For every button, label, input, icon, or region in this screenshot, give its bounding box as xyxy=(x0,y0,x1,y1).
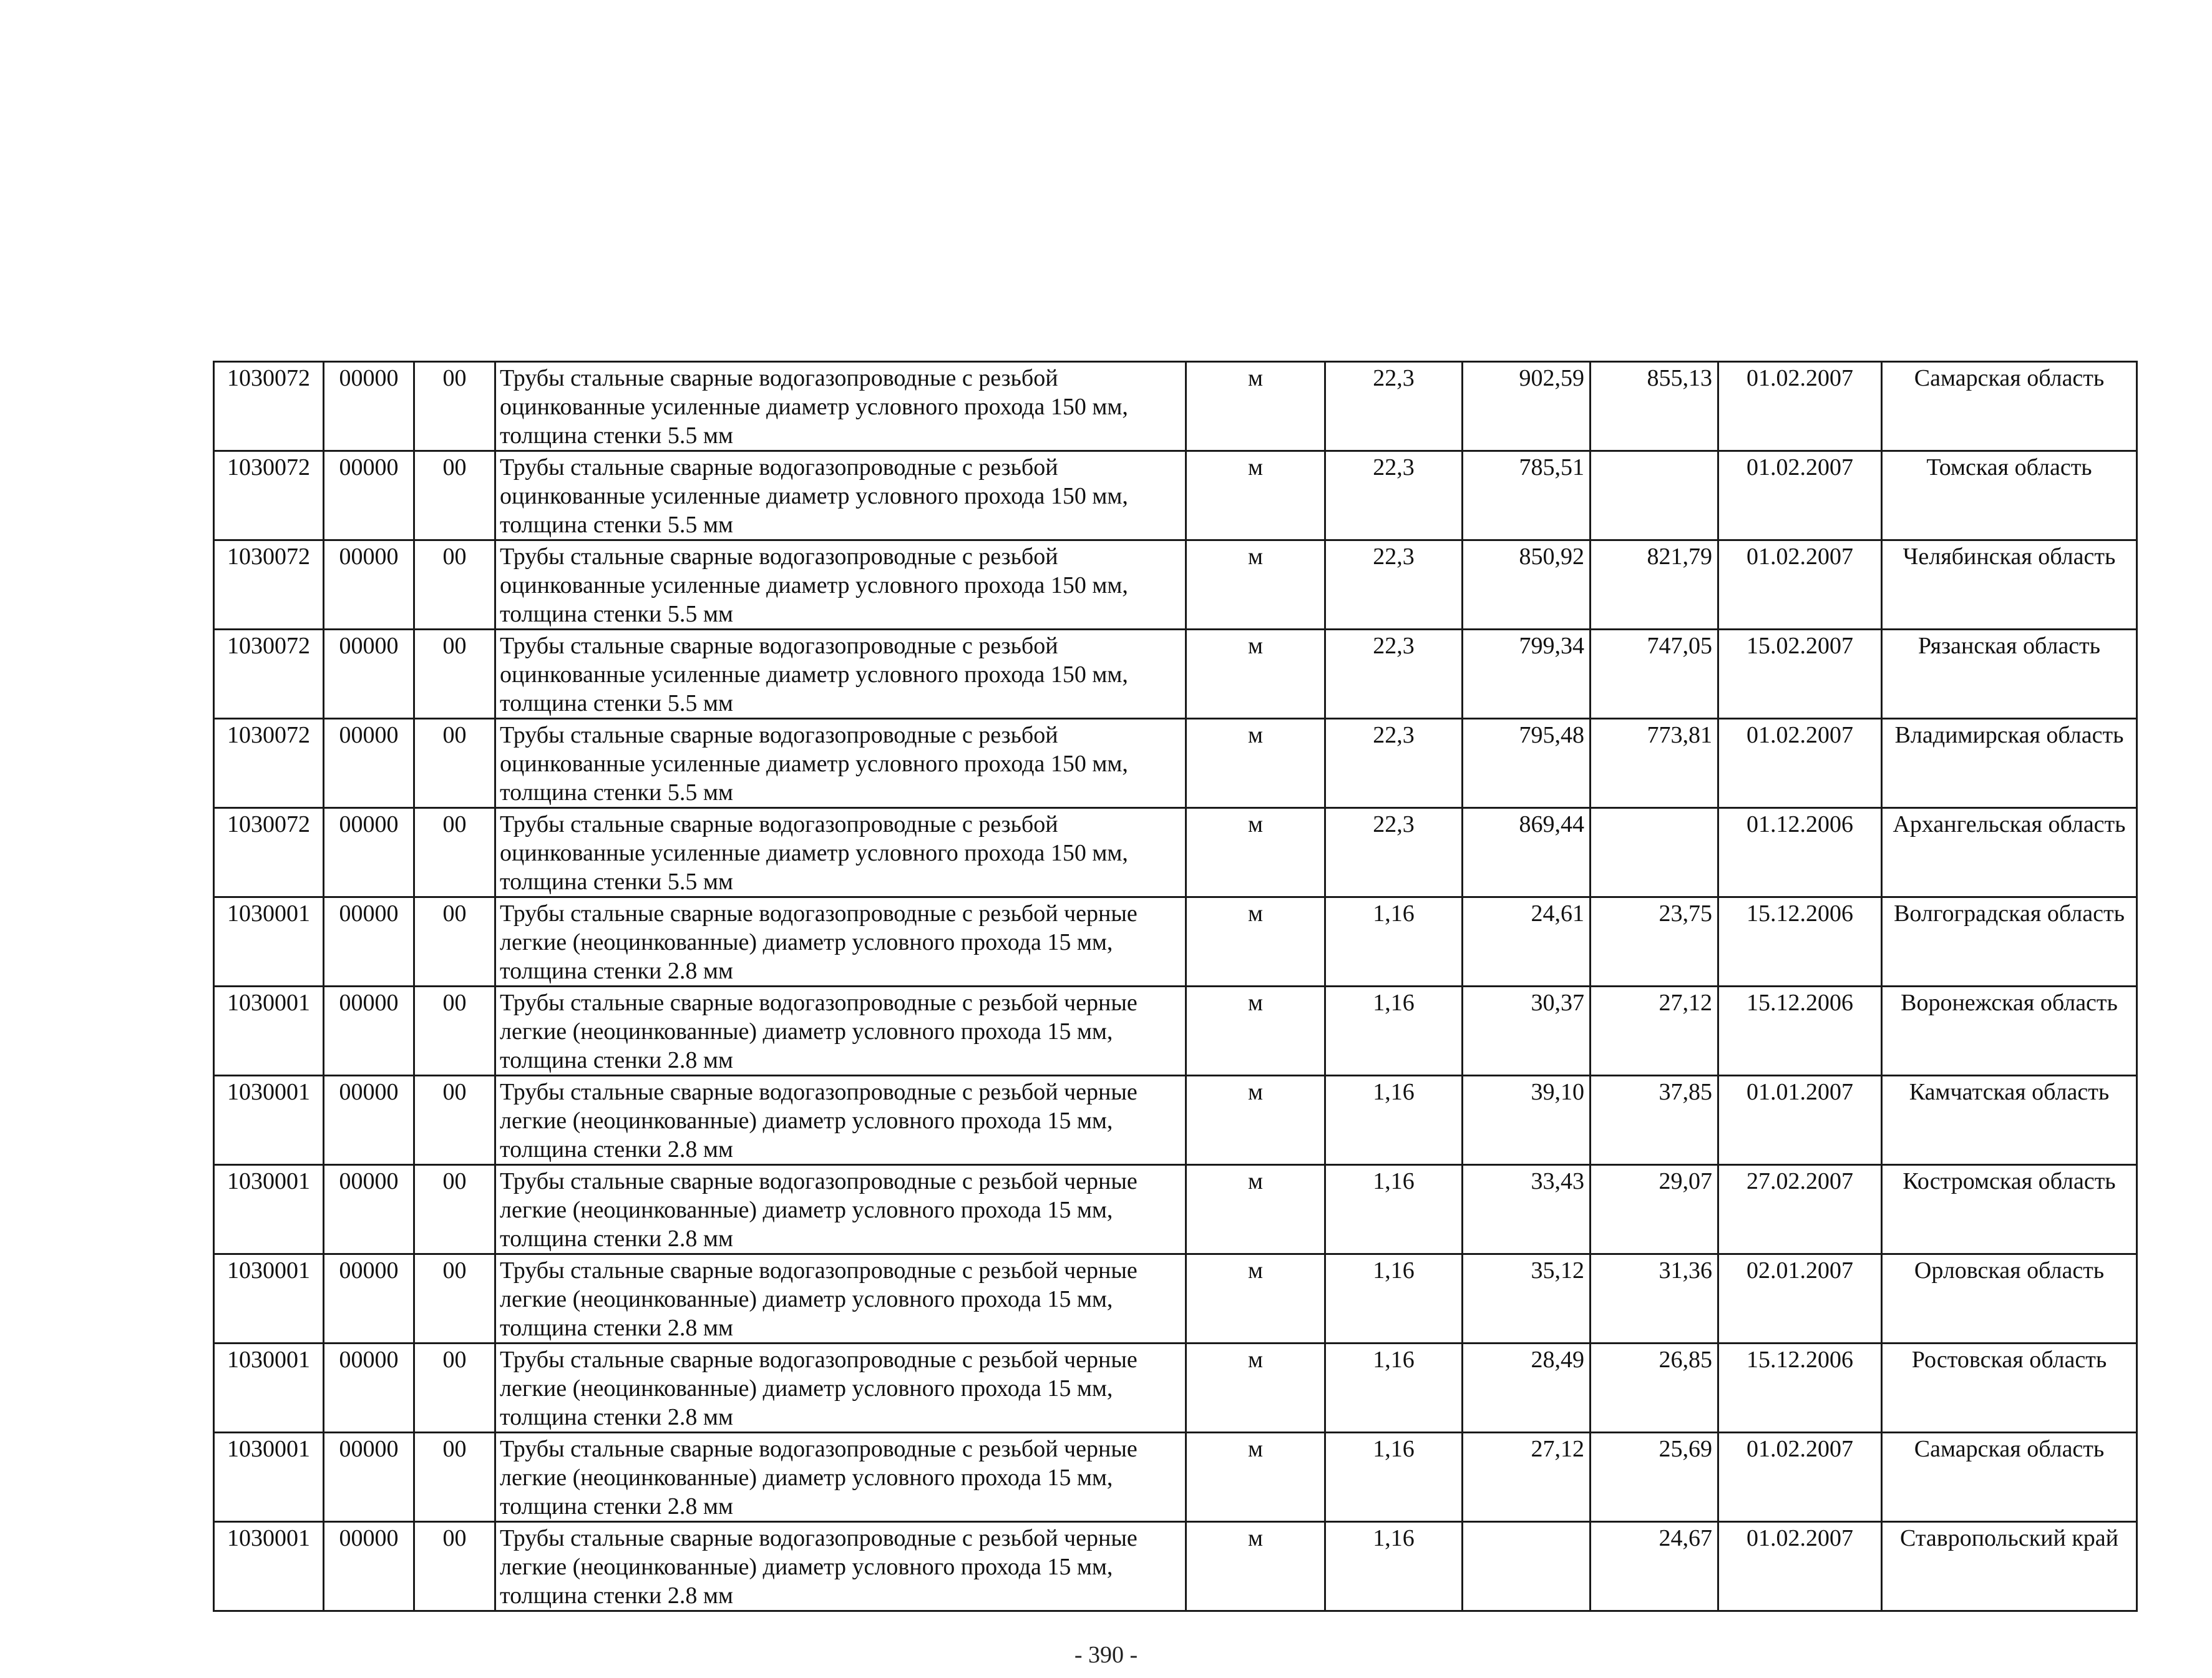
cell-description: Трубы стальные сварные водогазопроводные с резьбой оцинкованные усиленные диаметр условного прохода 150 мм, толщина стенки 5.5 мм xyxy=(495,719,1186,808)
cell-quantity: 1,16 xyxy=(1325,1254,1463,1344)
cell-quantity: 1,16 xyxy=(1325,897,1463,987)
cell-region: Волгоградская область xyxy=(1882,897,2137,987)
table-row xyxy=(214,362,2137,451)
cell-region: Камчатская область xyxy=(1882,1076,2137,1165)
cell-price-2: 26,85 xyxy=(1591,1344,1718,1433)
cell-version: 00 xyxy=(414,1076,495,1165)
cell-quantity: 22,3 xyxy=(1325,808,1463,897)
cell-unit: м xyxy=(1186,1254,1325,1344)
cell-code: 1030001 xyxy=(214,1344,324,1433)
cell-code: 1030072 xyxy=(214,719,324,808)
table-row xyxy=(214,1254,2137,1344)
cell-quantity: 1,16 xyxy=(1325,1076,1463,1165)
cell-quantity: 22,3 xyxy=(1325,540,1463,630)
cell-description: Трубы стальные сварные водогазопроводные с резьбой оцинкованные усиленные диаметр условного прохода 150 мм, толщина стенки 5.5 мм xyxy=(495,540,1186,630)
cell-code: 1030072 xyxy=(214,808,324,897)
cell-unit: м xyxy=(1186,1344,1325,1433)
cell-version: 00 xyxy=(414,362,495,451)
cell-date: 01.02.2007 xyxy=(1718,451,1882,540)
cell-date: 01.02.2007 xyxy=(1718,1522,1882,1611)
cell-price-2: 25,69 xyxy=(1591,1433,1718,1522)
cell-date: 27.02.2007 xyxy=(1718,1165,1882,1254)
cell-version: 00 xyxy=(414,1254,495,1344)
cell-version: 00 xyxy=(414,987,495,1076)
cell-description: Трубы стальные сварные водогазопроводные с резьбой оцинкованные усиленные диаметр условного прохода 150 мм, толщина стенки 5.5 мм xyxy=(495,630,1186,719)
cell-version: 00 xyxy=(414,540,495,630)
cell-region: Владимирская область xyxy=(1882,719,2137,808)
cell-region: Воронежская область xyxy=(1882,987,2137,1076)
cell-subcode: 00000 xyxy=(324,1433,414,1522)
cell-unit: м xyxy=(1186,1522,1325,1611)
table-row xyxy=(214,1076,2137,1165)
cell-subcode: 00000 xyxy=(324,362,414,451)
table-row xyxy=(214,1433,2137,1522)
cell-quantity: 22,3 xyxy=(1325,719,1463,808)
table-body xyxy=(214,362,2137,1611)
cell-price-1: 902,59 xyxy=(1463,362,1591,451)
cell-description: Трубы стальные сварные водогазопроводные с резьбой черные легкие (неоцинкованные) диаметр условного прохода 15 мм, толщина стенки 2.8 мм xyxy=(495,1076,1186,1165)
cell-price-1: 28,49 xyxy=(1463,1344,1591,1433)
cell-version: 00 xyxy=(414,719,495,808)
cell-region: Ростовская область xyxy=(1882,1344,2137,1433)
cell-subcode: 00000 xyxy=(324,1165,414,1254)
cell-price-1: 869,44 xyxy=(1463,808,1591,897)
cell-subcode: 00000 xyxy=(324,540,414,630)
cell-subcode: 00000 xyxy=(324,719,414,808)
cell-unit: м xyxy=(1186,897,1325,987)
cell-unit: м xyxy=(1186,719,1325,808)
cell-code: 1030001 xyxy=(214,1522,324,1611)
cell-quantity: 1,16 xyxy=(1325,1344,1463,1433)
cell-description: Трубы стальные сварные водогазопроводные с резьбой черные легкие (неоцинкованные) диаметр условного прохода 15 мм, толщина стенки 2.8 мм xyxy=(495,1433,1186,1522)
cell-subcode: 00000 xyxy=(324,1076,414,1165)
cell-region: Орловская область xyxy=(1882,1254,2137,1344)
cell-region: Ставропольский край xyxy=(1882,1522,2137,1611)
table-row xyxy=(214,719,2137,808)
cell-region: Архангельская область xyxy=(1882,808,2137,897)
cell-code: 1030001 xyxy=(214,897,324,987)
cell-region: Челябинская область xyxy=(1882,540,2137,630)
cell-version: 00 xyxy=(414,630,495,719)
table-row xyxy=(214,451,2137,540)
cell-price-2: 821,79 xyxy=(1591,540,1718,630)
cell-date: 01.02.2007 xyxy=(1718,719,1882,808)
cell-date: 15.12.2006 xyxy=(1718,897,1882,987)
cell-code: 1030072 xyxy=(214,362,324,451)
cell-price-2: 31,36 xyxy=(1591,1254,1718,1344)
cell-unit: м xyxy=(1186,540,1325,630)
cell-code: 1030001 xyxy=(214,1076,324,1165)
cell-price-2: 29,07 xyxy=(1591,1165,1718,1254)
cell-region: Самарская область xyxy=(1882,362,2137,451)
cell-subcode: 00000 xyxy=(324,808,414,897)
cell-price-1: 39,10 xyxy=(1463,1076,1591,1165)
cell-price-2: 747,05 xyxy=(1591,630,1718,719)
table-row xyxy=(214,1165,2137,1254)
cell-quantity: 1,16 xyxy=(1325,1165,1463,1254)
cell-version: 00 xyxy=(414,1165,495,1254)
cell-date: 01.12.2006 xyxy=(1718,808,1882,897)
cell-region: Рязанская область xyxy=(1882,630,2137,719)
cell-subcode: 00000 xyxy=(324,451,414,540)
cell-description: Трубы стальные сварные водогазопроводные с резьбой оцинкованные усиленные диаметр условного прохода 150 мм, толщина стенки 5.5 мм xyxy=(495,808,1186,897)
cell-unit: м xyxy=(1186,808,1325,897)
table-row xyxy=(214,1522,2137,1611)
cell-date: 02.01.2007 xyxy=(1718,1254,1882,1344)
cell-region: Самарская область xyxy=(1882,1433,2137,1522)
cell-code: 1030001 xyxy=(214,987,324,1076)
cell-price-1: 30,37 xyxy=(1463,987,1591,1076)
cell-description: Трубы стальные сварные водогазопроводные с резьбой черные легкие (неоцинкованные) диаметр условного прохода 15 мм, толщина стенки 2.8 мм xyxy=(495,1165,1186,1254)
cell-price-1: 785,51 xyxy=(1463,451,1591,540)
cell-quantity: 1,16 xyxy=(1325,1433,1463,1522)
cell-price-1: 795,48 xyxy=(1463,719,1591,808)
cell-code: 1030001 xyxy=(214,1165,324,1254)
cell-version: 00 xyxy=(414,1433,495,1522)
cell-version: 00 xyxy=(414,451,495,540)
cell-date: 01.02.2007 xyxy=(1718,362,1882,451)
cell-unit: м xyxy=(1186,1076,1325,1165)
cell-date: 01.01.2007 xyxy=(1718,1076,1882,1165)
cell-date: 01.02.2007 xyxy=(1718,1433,1882,1522)
table-row xyxy=(214,987,2137,1076)
cell-unit: м xyxy=(1186,451,1325,540)
cell-quantity: 22,3 xyxy=(1325,630,1463,719)
cell-price-2: 23,75 xyxy=(1591,897,1718,987)
table-row xyxy=(214,808,2137,897)
cell-unit: м xyxy=(1186,1433,1325,1522)
cell-subcode: 00000 xyxy=(324,987,414,1076)
cell-price-2: 27,12 xyxy=(1591,987,1718,1076)
cell-quantity: 22,3 xyxy=(1325,362,1463,451)
cell-subcode: 00000 xyxy=(324,1344,414,1433)
cell-description: Трубы стальные сварные водогазопроводные с резьбой оцинкованные усиленные диаметр условного прохода 150 мм, толщина стенки 5.5 мм xyxy=(495,451,1186,540)
cell-quantity: 1,16 xyxy=(1325,987,1463,1076)
page-number: - 390 - xyxy=(1074,1642,1138,1668)
cell-description: Трубы стальные сварные водогазопроводные с резьбой черные легкие (неоцинкованные) диаметр условного прохода 15 мм, толщина стенки 2.8 мм xyxy=(495,1254,1186,1344)
cell-price-1: 27,12 xyxy=(1463,1433,1591,1522)
cell-price-2: 855,13 xyxy=(1591,362,1718,451)
cell-region: Томская область xyxy=(1882,451,2137,540)
cell-subcode: 00000 xyxy=(324,630,414,719)
cell-subcode: 00000 xyxy=(324,897,414,987)
cell-price-1: 35,12 xyxy=(1463,1254,1591,1344)
cell-subcode: 00000 xyxy=(324,1254,414,1344)
cell-price-2: 37,85 xyxy=(1591,1076,1718,1165)
cell-date: 15.12.2006 xyxy=(1718,1344,1882,1433)
table-row xyxy=(214,630,2137,719)
cell-version: 00 xyxy=(414,808,495,897)
cell-price-1: 33,43 xyxy=(1463,1165,1591,1254)
cell-unit: м xyxy=(1186,987,1325,1076)
cell-code: 1030072 xyxy=(214,630,324,719)
cell-code: 1030072 xyxy=(214,540,324,630)
cell-version: 00 xyxy=(414,1344,495,1433)
cell-description: Трубы стальные сварные водогазопроводные с резьбой черные легкие (неоцинкованные) диаметр условного прохода 15 мм, толщина стенки 2.8 мм xyxy=(495,1522,1186,1611)
cell-subcode: 00000 xyxy=(324,1522,414,1611)
cell-price-1 xyxy=(1463,1522,1591,1611)
cell-region: Костромская область xyxy=(1882,1165,2137,1254)
cell-version: 00 xyxy=(414,1522,495,1611)
cell-date: 15.02.2007 xyxy=(1718,630,1882,719)
cell-price-2: 24,67 xyxy=(1591,1522,1718,1611)
price-table xyxy=(213,361,2138,1612)
cell-description: Трубы стальные сварные водогазопроводные с резьбой черные легкие (неоцинкованные) диаметр условного прохода 15 мм, толщина стенки 2.8 мм xyxy=(495,1344,1186,1433)
cell-code: 1030001 xyxy=(214,1254,324,1344)
cell-quantity: 1,16 xyxy=(1325,1522,1463,1611)
cell-price-2 xyxy=(1591,808,1718,897)
cell-description: Трубы стальные сварные водогазопроводные с резьбой оцинкованные усиленные диаметр условного прохода 150 мм, толщина стенки 5.5 мм xyxy=(495,362,1186,451)
table-row xyxy=(214,897,2137,987)
cell-date: 15.12.2006 xyxy=(1718,987,1882,1076)
cell-code: 1030072 xyxy=(214,451,324,540)
cell-price-1: 850,92 xyxy=(1463,540,1591,630)
cell-price-1: 799,34 xyxy=(1463,630,1591,719)
cell-price-2: 773,81 xyxy=(1591,719,1718,808)
cell-price-2 xyxy=(1591,451,1718,540)
cell-description: Трубы стальные сварные водогазопроводные с резьбой черные легкие (неоцинкованные) диаметр условного прохода 15 мм, толщина стенки 2.8 мм xyxy=(495,897,1186,987)
cell-version: 00 xyxy=(414,897,495,987)
cell-unit: м xyxy=(1186,630,1325,719)
table-row xyxy=(214,1344,2137,1433)
cell-unit: м xyxy=(1186,362,1325,451)
cell-unit: м xyxy=(1186,1165,1325,1254)
cell-quantity: 22,3 xyxy=(1325,451,1463,540)
cell-description: Трубы стальные сварные водогазопроводные с резьбой черные легкие (неоцинкованные) диаметр условного прохода 15 мм, толщина стенки 2.8 мм xyxy=(495,987,1186,1076)
cell-date: 01.02.2007 xyxy=(1718,540,1882,630)
table-row xyxy=(214,540,2137,630)
cell-price-1: 24,61 xyxy=(1463,897,1591,987)
cell-code: 1030001 xyxy=(214,1433,324,1522)
